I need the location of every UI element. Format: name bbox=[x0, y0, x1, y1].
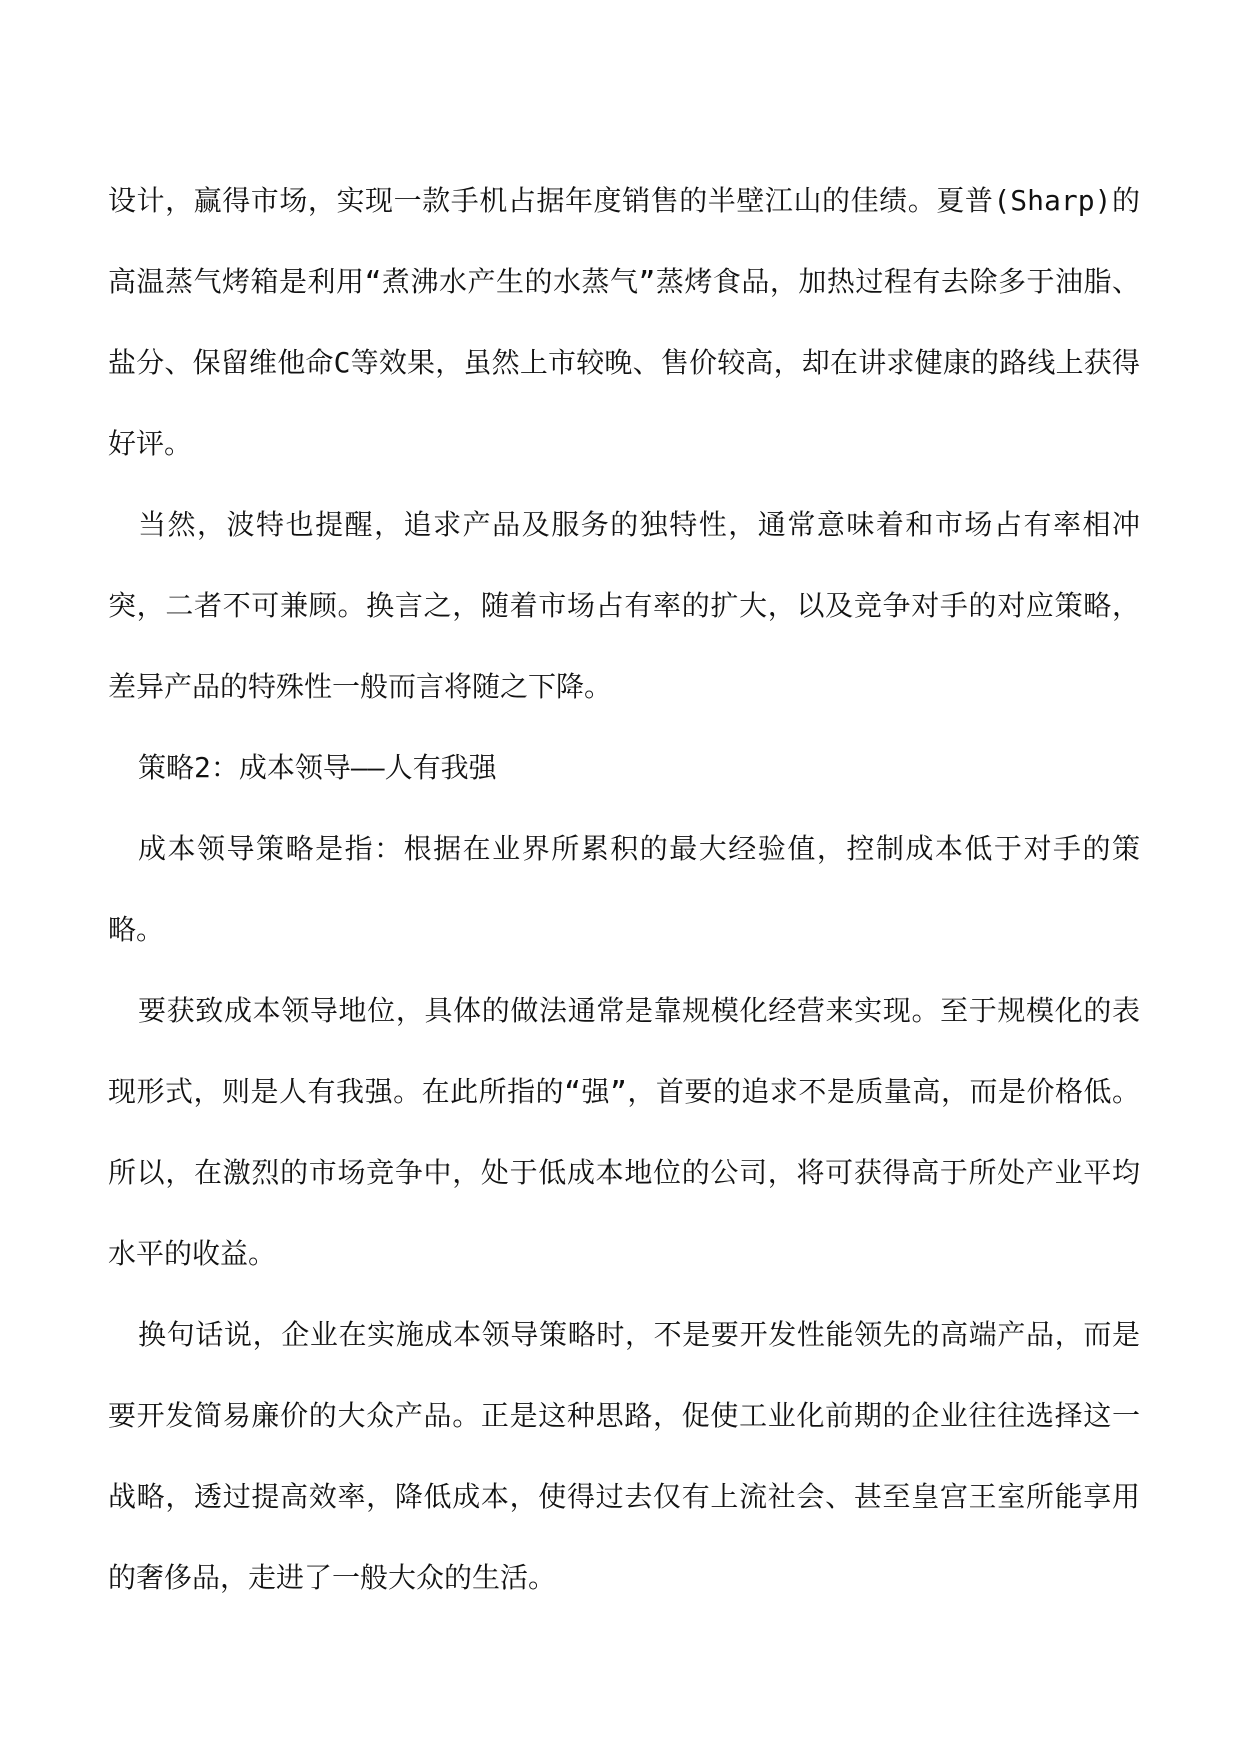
section-heading-strategy-2: 策略2：成本领导——人有我强 bbox=[138, 751, 497, 784]
paragraph-porter-warning: 当然，波特也提醒，追求产品及服务的独特性，通常意味着和市场占有率相冲突，二者不可兼顾。换言之，随着市场占有率的扩大，以及竞争对手的对应策略，差异产品的特殊性一般而言将随之下降。 bbox=[108, 508, 1140, 703]
paragraph-continued-sharp-example: 设计，赢得市场，实现一款手机占据年度销售的半壁江山的佳绩。夏普(Sharp)的高温蒸气烤箱是利用“煮沸水产生的水蒸气”蒸烤食品，加热过程有去除多于油脂、盐分、保留维他命C等效果，虽然上市较晚、售价较高，却在讲求健康的路线上获得好评。 bbox=[108, 184, 1140, 460]
paragraph-mass-products: 换句话说，企业在实施成本领导策略时，不是要开发性能领先的高端产品，而是要开发简易廉价的大众产品。正是这种思路，促使工业化前期的企业往往选择这一战略，透过提高效率，降低成本，使得过去仅有上流社会、甚至皇宫王室所能享用的奢侈品，走进了一般大众的生活。 bbox=[108, 1318, 1140, 1594]
paragraph-scale-operation: 要获致成本领导地位，具体的做法通常是靠规模化经营来实现。至于规模化的表现形式，则是人有我强。在此所指的“强”，首要的追求不是质量高，而是价格低。所以，在激烈的市场竞争中，处于低成本地位的公司，将可获得高于所处产业平均水平的收益。 bbox=[108, 994, 1140, 1270]
paragraph-cost-leadership-definition: 成本领导策略是指：根据在业界所累积的最大经验值，控制成本低于对手的策略。 bbox=[108, 832, 1140, 946]
document-body bbox=[108, 160, 1140, 1618]
